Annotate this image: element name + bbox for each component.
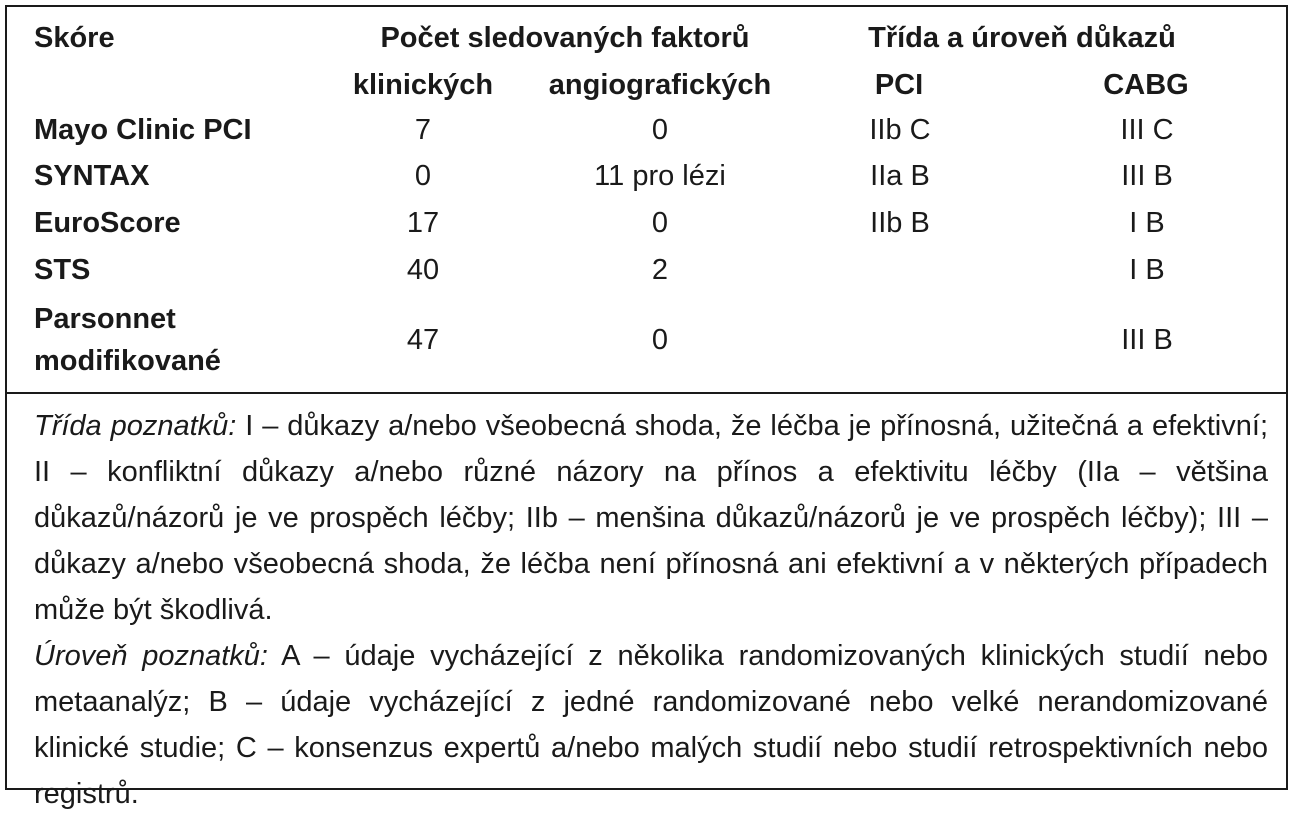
row-name: SYNTAX (34, 160, 150, 192)
evidence-level-note (34, 633, 1268, 817)
cell-angiographic: 11 pro lézi (594, 160, 726, 192)
cell-clinical: 17 (406, 207, 440, 239)
header-cabg: CABG (1103, 69, 1189, 101)
cell-pci: IIb B (870, 207, 930, 239)
header-clinical: klinických (352, 69, 494, 101)
row-name: STS (34, 254, 91, 286)
cell-clinical: 7 (414, 114, 432, 146)
header-evidence-class: Třída a úroveň důkazů (868, 22, 1176, 54)
cell-angiographic: 0 (651, 207, 669, 239)
cell-clinical: 40 (406, 254, 440, 286)
cell-clinical: 47 (406, 324, 440, 356)
cell-pci: IIa B (870, 160, 930, 192)
evidence-level-text: A – údaje vycházející z několika randomizovaných klinických studií nebo metaanalýz; B – údaje vycházející z jedné randomizované nebo velké nerandomizované klinické studie; C – konsenzus expertů a/nebo malých studií nebo studií retrospektivních nebo registrů. (34, 640, 1268, 810)
evidence-level-label: Úroveň poznatků: (34, 640, 268, 672)
evidence-class-text: I – důkazy a/nebo všeobecná shoda, že léčba je přínosná, užitečná a efektivní; II – konfliktní důkazy a/nebo různé názory na přínos a efektivitu léčby (IIa – většina důkazů/názorů je ve prospěch léčby; IIb – menšina důkazů/názorů je ve prospěch léčby); III – důkazy a/nebo všeobecná shoda, že léčba není přínosná ani efektivní a v některých případech může být škodlivá. (34, 410, 1268, 626)
evidence-class-label: Třída poznatků: (34, 410, 237, 442)
cell-angiographic: 0 (651, 114, 669, 146)
table-divider (7, 392, 1288, 394)
cell-pci: IIb C (869, 114, 931, 146)
cell-cabg: III B (1121, 160, 1173, 192)
table-footnotes (34, 403, 1268, 817)
cell-clinical: 0 (414, 160, 432, 192)
row-name: EuroScore (34, 207, 181, 239)
header-pci: PCI (874, 69, 924, 101)
row-name-line1: Parsonnet (34, 303, 176, 335)
cell-cabg: III B (1121, 324, 1173, 356)
row-name-line2: modifikované (34, 345, 221, 377)
cell-cabg: I B (1129, 254, 1165, 286)
cell-angiographic: 0 (651, 324, 669, 356)
cell-cabg: III C (1120, 114, 1174, 146)
evidence-class-note (34, 403, 1268, 633)
header-angiographic: angiografických (548, 69, 772, 101)
header-score: Skóre (34, 22, 115, 54)
row-name: Mayo Clinic PCI (34, 114, 252, 146)
cell-angiographic: 2 (651, 254, 669, 286)
header-factor-count: Počet sledovaných faktorů (380, 22, 750, 54)
cell-cabg: I B (1129, 207, 1165, 239)
